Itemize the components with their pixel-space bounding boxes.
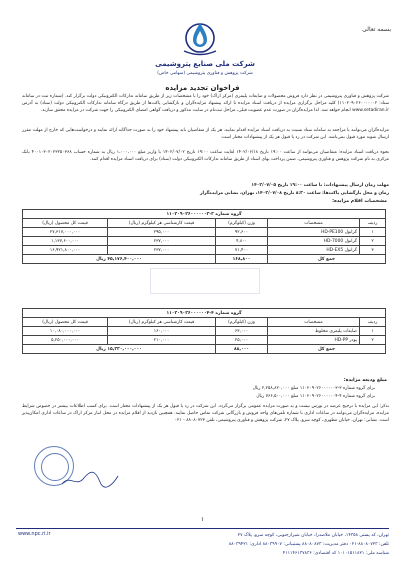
cell: گرانول HD-7000: [268, 237, 360, 246]
cell: پودر HD-PP: [268, 336, 360, 345]
cell: ۴,۸۰۰: [216, 237, 268, 246]
cell: ۱,۱۳۷,۶۰۰,۰۰۰: [23, 237, 108, 246]
cell: ۱: [360, 228, 386, 237]
table-header-row: [23, 219, 386, 228]
guarantee-line: برای گروه شماره ۴-۱۱۰۲۰۹۰۲۶۰۰۰۰۰۰۴ مبلغ ۷۶۶,۵۰۰,۰۰۰ ریال: [256, 394, 375, 399]
total-weight: ۱۶۸,۸۰۰: [216, 255, 268, 264]
col-header: قیمت کارشناسی هر کیلوگرم (ریال): [108, 219, 216, 228]
website-link[interactable]: www.npc.ri.ir: [18, 531, 51, 537]
col-header: قیمت کل محصول (ریال): [23, 219, 108, 228]
table-row: [23, 246, 386, 255]
col-header: ردیف: [360, 318, 386, 327]
group3-table: [22, 209, 386, 264]
group4-title: گروه شماره ۴-۱۱۰۲۰۹۰۲۶۰۰۰۰۰۰۴: [23, 309, 386, 318]
group3-title: گروه شماره ۳-۱۱۰۲۰۹۰۲۶۰۰۰۰۰۰۳: [23, 210, 386, 219]
table-total-row: [23, 255, 386, 264]
cell: گرانول HD-PE100: [268, 228, 360, 237]
deposit-paragraph: نحوه دریافت اسناد مزایده: متقاضیان می‌توانند از ساعت ۱۹:۰۰ تاریخ ۱۴۰۲/۰۶/۱۸ لغایت ساعت ۱۹:۰۰ تاریخ ۱۴۰۲/۰۷/۰۲ با واریز مبلغ ۱،۰۰۰،۰۰۰ ریال به شماره حساب ۴۰۰۱۰۳۰۲۰۲۳۲۵۰۳۶۸ بانک مرکزی به نام شرکت پژوهش و فناوری پتروشیمی، ضمن پرداخت بهای اسناد از طریق سامانه تدارکات الکترونیکی دولت (ستاد) برای دریافت اسناد مزایده اقدام کنند.: [22, 150, 389, 162]
guarantee-title: مبلغ ودیعه مزایده:: [343, 378, 387, 383]
col-header: مشخصات: [268, 219, 360, 228]
col-header: وزن (کیلوگرم): [216, 219, 268, 228]
total-label: جمع کل: [268, 345, 386, 354]
table-row: [23, 237, 386, 246]
cell: ۲۱۰,۰۰۰: [108, 336, 216, 345]
cell: ۲۷,۳۱۷,۰۰۰,۰۰۰: [23, 228, 108, 237]
cell: ۹۲,۶۰۰: [216, 228, 268, 237]
table-total-row: [23, 345, 386, 354]
col-header: وزن (کیلوگرم): [216, 318, 268, 327]
intro-paragraph-2: مزایده‌گران می‌توانند با مراجعه به سامانه ستاد نسبت به دریافت اسناد مزایده اقدام نمایند. هر یک از متقاضیان باید پیشنهاد خود را به صورت جداگانه ارائه نمایند و درخواست‌هایی که خارج از مهلت مقرر ارسال شوند مورد قبول نمی‌باشد. این شرکت در رد یا قبول هر یک از پیشنهادات مختار است.: [22, 128, 389, 140]
cell: ۷۱,۴۰۰: [216, 246, 268, 255]
cell: ضایعات پلیمری مخلوط: [268, 327, 360, 336]
table-row: [23, 336, 386, 345]
cell: ۵,۲۵۰,۰۰۰,۰۰۰: [23, 336, 108, 345]
page-number: ۱: [200, 516, 205, 523]
table-row: [23, 327, 386, 336]
cell: ۱۶,۹۲۱,۸۰۰,۰۰۰: [23, 246, 108, 255]
intro-paragraph: شرکت پژوهش و فناوری پتروشیمی در نظر دارد فروش محصولات و ضایعات پلیمری (مرکز اراک) خود را با مشخصات زیر از طریق سامانه تدارکات الکترونیکی دولت برگزار کند. (شماره ثبت در سامانه ستاد: ۱۱۰۲۰۹۰۲۶۰۰۰۰۰۰۲) کلیه مراحل برگزاری مزایده از دریافت اسناد مزایده تا ارائه پیشنهاد مزایده‌گران و بازگشایی پاکت‌ها از طریق درگاه سامانه تدارکات الکترونیکی دولت (ستاد) به آدرس www.setadiran.ir انجام خواهد شد. لذا مزایده‌گران در صورت عدم عضویت قبلی، مراحل ثبت‌نام در سایت مذکور و دریافت گواهی امضای الکترونیکی را جهت شرکت در مزایده محقق سازند.: [22, 94, 390, 113]
cell: ۲۳۷,۰۰۰: [108, 246, 216, 255]
cell: ۲۵,۰۰۰: [216, 336, 268, 345]
cell: ۶۳,۰۰۰: [216, 327, 268, 336]
cell: ۱۶۰,۰۰۰: [108, 327, 216, 336]
table-header-row: [23, 318, 386, 327]
table-row: [23, 228, 386, 237]
col-header: قیمت کارشناسی هر کیلوگرم (ریال): [108, 318, 216, 327]
footer-phones: تلفن: ۸۸۰۸۰۷۲۳-۰۲۱ دفتر مدیریت: ۸۸۰۸۰۸۷۳ پشتیبانی: ۸۸۰۳۹۹۰۷ اداری: ۸۸۰۳۹۴۲۱: [228, 542, 389, 547]
cell: ۱۰,۰۸۰,۰۰۰,۰۰۰: [23, 327, 108, 336]
items-title: مشخصات اقلام مزایده:: [332, 199, 387, 204]
cell: ۱: [360, 327, 386, 336]
document-title: فراخوان تجدید مزایده: [165, 84, 240, 92]
total-weight: ۸۸,۰۰۰: [216, 345, 268, 354]
footer-divider: [16, 528, 389, 529]
signature-mark: [60, 470, 120, 490]
footer-address: تهران، کد پستی ۱۴۳۵۸، خیابان ملاصدرا، خیابان شیرازجنوبی، کوچه سرو، پلاک ۲۷: [237, 533, 389, 538]
total-price: ۴۵,۱۷۶,۴۰۰,۰۰۰ ریال: [23, 255, 216, 264]
company-subtitle: شرکت پژوهش و فناوری پتروشیمی (سهامی خاص): [157, 71, 253, 76]
total-price: ۱۵,۳۳۰,۰۰۰,۰۰۰ ریال: [23, 345, 216, 354]
col-header: قیمت کل محصول (ریال): [23, 318, 108, 327]
cell: ۲۹۵,۰۰۰: [108, 228, 216, 237]
company-logo-icon: [178, 18, 222, 58]
bismillah-text: بسمه تعالی: [362, 26, 391, 33]
notes-paragraph: تذکر: این مزایده با ترجیح عرضه در بورس نیست و به صورت مزایده عمومی برگزار می‌گردد. این شرکت در رد یا قبول هر یک از پیشنهادات مختار است. برای کسب اطلاعات بیشتر در خصوص شرایط مزایده، مزایده‌گران می‌توانند در ساعات اداری با شماره تلفن‌های واحد فروش و بازرگانی شرکت تماس حاصل نمایند. همچنین بازدید از اقلام مزایده در محل انبار مرکز اراک در ساعات اداری امکان‌پذیر است. نشانی: تهران، خیابان مطهری، کوچه سرو، پلاک ۲۷، شرکت پژوهش و فناوری پتروشیمی، تلفن ۸۸۰۸۰۷۲۳ - ۰۲۱: [22, 404, 389, 423]
guarantee-line: برای گروه شماره ۳-۱۱۰۲۰۹۰۲۶۰۰۰۰۰۰۳ مبلغ ۲,۲۵۸,۸۲۰,۰۰۰ ریال: [252, 386, 375, 391]
cell: ۲: [360, 237, 386, 246]
cell: گرانول HD-EX5: [268, 246, 360, 255]
col-header: ردیف: [360, 219, 386, 228]
total-label: جمع کل: [268, 255, 386, 264]
cell: ۲: [360, 336, 386, 345]
watermark-stamp: [150, 268, 260, 294]
col-header: مشخصات: [268, 318, 360, 327]
company-name: شرکت ملی صنایع پتروشیمی: [155, 60, 255, 68]
cell: ۲۳۷,۰۰۰: [108, 237, 216, 246]
group4-table: [22, 308, 386, 354]
deadline-text: مهلت زمان ارسال پیشنهادات: تا ساعت ۱۹:۰۰ تاریخ ۱۴۰۲/۰۷/۰۵: [251, 183, 389, 188]
cell: ۳: [360, 246, 386, 255]
opening-text: زمان و محل بازگشایی پاکت‌ها: ساعت ۸:۳۰ تاریخ ۱۴۰۲/۰۷/۰۸، تهران، نشانی مزایده‌گزار: [199, 191, 389, 196]
footer-ids: شناسه ملی: ۱۰۱۰۱۵۱۱۸۲۱ کد اقتصادی: ۴۱۱۱۴۶۱۳۷۸۳۶: [282, 551, 389, 556]
